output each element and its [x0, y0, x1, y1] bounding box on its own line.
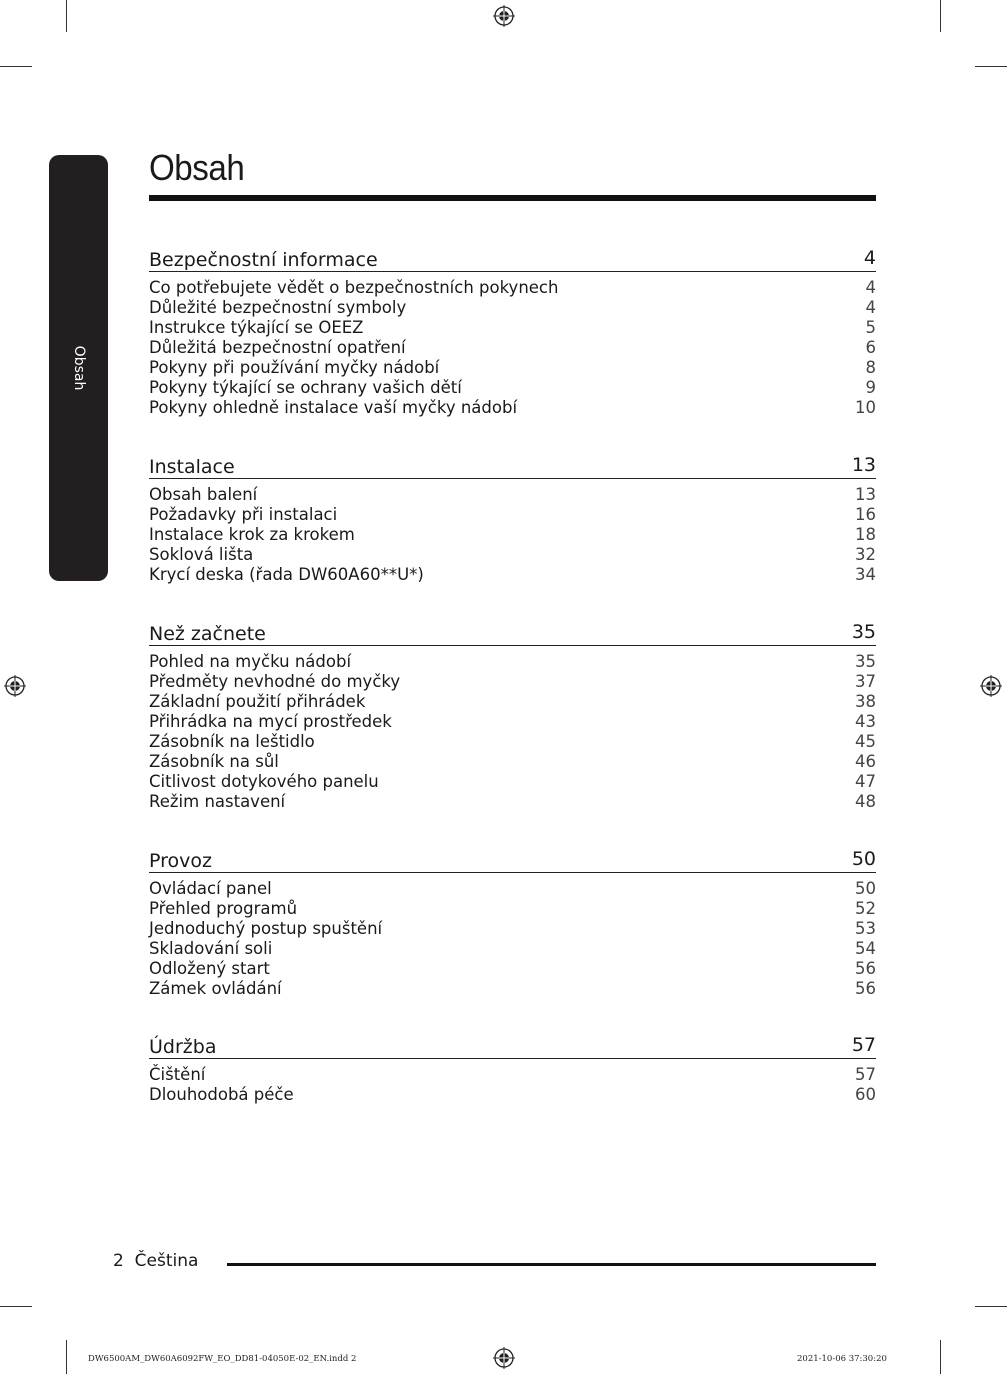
- toc-item-page: 4: [865, 298, 876, 317]
- toc-item-page: 50: [855, 879, 876, 898]
- page-number: 2: [113, 1251, 124, 1271]
- print-slug-file: DW6500AM_DW60A6092FW_EO_DD81-04050E-02_EN.indd 2: [88, 1354, 357, 1364]
- section-page: 57: [851, 1034, 876, 1056]
- toc-item-title: Čištění: [149, 1065, 206, 1084]
- toc-item[interactable]: [149, 712, 876, 732]
- toc-item[interactable]: [149, 652, 876, 672]
- section-heading[interactable]: [149, 1033, 876, 1059]
- toc-item[interactable]: [149, 879, 876, 899]
- toc-item-title: Instrukce týkající se OEEZ: [149, 318, 364, 337]
- toc-item[interactable]: [149, 298, 876, 318]
- toc-item[interactable]: [149, 485, 876, 505]
- toc-item-page: 37: [855, 672, 876, 691]
- toc-section: [149, 246, 876, 418]
- toc-item-title: Dlouhodobá péče: [149, 1085, 294, 1104]
- crop-mark: [0, 1306, 32, 1307]
- side-tab-label: Obsah: [71, 345, 87, 391]
- toc-item-title: Soklová lišta: [149, 545, 254, 564]
- toc-item-title: Předměty nevhodné do myčky: [149, 672, 401, 691]
- toc-item[interactable]: [149, 692, 876, 712]
- section-page: 13: [851, 454, 876, 476]
- toc-item-title: Pokyny ohledně instalace vaší myčky nádobí: [149, 398, 518, 417]
- crop-mark: [66, 1340, 67, 1374]
- toc-item[interactable]: [149, 979, 876, 999]
- toc-item-title: Zámek ovládání: [149, 979, 282, 998]
- toc-item[interactable]: [149, 1065, 876, 1085]
- toc-item-title: Důležité bezpečnostní symboly: [149, 298, 407, 317]
- toc-item-title: Krycí deska (řada DW60A60**U*): [149, 565, 424, 584]
- toc-item-page: 53: [855, 919, 876, 938]
- page-footer: [113, 1251, 198, 1271]
- crop-mark: [66, 0, 67, 32]
- toc-item[interactable]: [149, 792, 876, 812]
- toc-item-title: Důležitá bezpečnostní opatření: [149, 338, 406, 357]
- section-title: Údržba: [149, 1036, 217, 1058]
- toc-item-page: 56: [855, 959, 876, 978]
- toc-item-title: Zásobník na leštidlo: [149, 732, 315, 751]
- registration-mark-icon: [493, 1347, 515, 1369]
- registration-mark-icon: [493, 5, 515, 27]
- title-rule: [149, 195, 876, 201]
- footer-language: Čeština: [134, 1251, 199, 1271]
- toc-item-page: 52: [855, 899, 876, 918]
- section-heading[interactable]: [149, 453, 876, 479]
- toc-item-title: Jednoduchý postup spuštění: [149, 919, 383, 938]
- toc-item-title: Obsah balení: [149, 485, 258, 504]
- toc-item-page: 56: [855, 979, 876, 998]
- crop-mark: [975, 66, 1007, 67]
- toc-item-page: 48: [855, 792, 876, 811]
- section-title: Provoz: [149, 850, 212, 872]
- section-page: 35: [851, 621, 876, 643]
- toc-item-page: 5: [865, 318, 876, 337]
- toc-item-title: Instalace krok za krokem: [149, 525, 355, 544]
- toc-section: [149, 453, 876, 585]
- toc-item-page: 32: [855, 545, 876, 564]
- toc-item[interactable]: [149, 959, 876, 979]
- toc-item-page: 34: [855, 565, 876, 584]
- toc-item-page: 45: [855, 732, 876, 751]
- section-title: Než začnete: [149, 623, 266, 645]
- toc-item[interactable]: [149, 378, 876, 398]
- toc-item[interactable]: [149, 358, 876, 378]
- page-title: Obsah: [149, 147, 245, 188]
- toc-item-page: 8: [865, 358, 876, 377]
- toc-item-title: Pohled na myčku nádobí: [149, 652, 352, 671]
- toc-item-page: 46: [855, 752, 876, 771]
- toc-item[interactable]: [149, 752, 876, 772]
- toc-item[interactable]: [149, 525, 876, 545]
- toc-item[interactable]: [149, 545, 876, 565]
- toc-item-page: 9: [865, 378, 876, 397]
- toc-item[interactable]: [149, 565, 876, 585]
- toc-item-title: Pokyny týkající se ochrany vašich dětí: [149, 378, 462, 397]
- section-title: Bezpečnostní informace: [149, 249, 378, 271]
- toc-item-title: Přehled programů: [149, 899, 298, 918]
- section-page: 50: [851, 848, 876, 870]
- toc-item[interactable]: [149, 772, 876, 792]
- section-title: Instalace: [149, 456, 235, 478]
- toc-item-page: 18: [855, 525, 876, 544]
- toc-item-page: 38: [855, 692, 876, 711]
- toc-item-page: 13: [855, 485, 876, 504]
- toc-item-title: Přihrádka na mycí prostředek: [149, 712, 392, 731]
- toc-item[interactable]: [149, 505, 876, 525]
- section-page: 4: [863, 247, 876, 269]
- toc-item-page: 43: [855, 712, 876, 731]
- toc-item-page: 10: [855, 398, 876, 417]
- registration-mark-icon: [4, 675, 26, 697]
- footer-rule: [227, 1263, 876, 1266]
- crop-mark: [940, 1340, 941, 1374]
- toc-item[interactable]: [149, 338, 876, 358]
- print-slug-timestamp: 2021-10-06 37:30:20: [797, 1354, 887, 1364]
- section-heading[interactable]: [149, 246, 876, 272]
- crop-mark: [940, 0, 941, 32]
- toc-item[interactable]: [149, 398, 876, 418]
- toc-item-title: Základní použití přihrádek: [149, 692, 366, 711]
- toc-item[interactable]: [149, 1085, 876, 1105]
- toc-item[interactable]: [149, 939, 876, 959]
- toc-item-title: Ovládací panel: [149, 879, 272, 898]
- toc-item-page: 35: [855, 652, 876, 671]
- toc-section: [149, 847, 876, 999]
- toc-item-title: Co potřebujete vědět o bezpečnostních pokynech: [149, 278, 559, 297]
- toc-item-title: Skladování soli: [149, 939, 273, 958]
- toc-item[interactable]: [149, 919, 876, 939]
- section-heading[interactable]: [149, 620, 876, 646]
- registration-mark-icon: [980, 675, 1002, 697]
- toc-item[interactable]: [149, 732, 876, 752]
- toc-item-page: 6: [865, 338, 876, 357]
- toc-item-title: Režim nastavení: [149, 792, 286, 811]
- toc-item-title: Citlivost dotykového panelu: [149, 772, 379, 791]
- toc-item[interactable]: [149, 318, 876, 338]
- toc-item-page: 60: [855, 1085, 876, 1104]
- toc-item-page: 47: [855, 772, 876, 791]
- crop-mark: [975, 1306, 1007, 1307]
- toc-item[interactable]: [149, 899, 876, 919]
- toc-item-title: Požadavky při instalaci: [149, 505, 338, 524]
- toc-section: [149, 620, 876, 812]
- toc-item-page: 57: [855, 1065, 876, 1084]
- toc-item-title: Pokyny při používání myčky nádobí: [149, 358, 440, 377]
- section-heading[interactable]: [149, 847, 876, 873]
- toc-item-title: Zásobník na sůl: [149, 752, 279, 771]
- toc-item[interactable]: [149, 278, 876, 298]
- toc-item-page: 4: [865, 278, 876, 297]
- crop-mark: [0, 66, 32, 67]
- toc-item-title: Odložený start: [149, 959, 270, 978]
- toc-item-page: 16: [855, 505, 876, 524]
- toc-section: [149, 1033, 876, 1105]
- toc-item-page: 54: [855, 939, 876, 958]
- toc-item[interactable]: [149, 672, 876, 692]
